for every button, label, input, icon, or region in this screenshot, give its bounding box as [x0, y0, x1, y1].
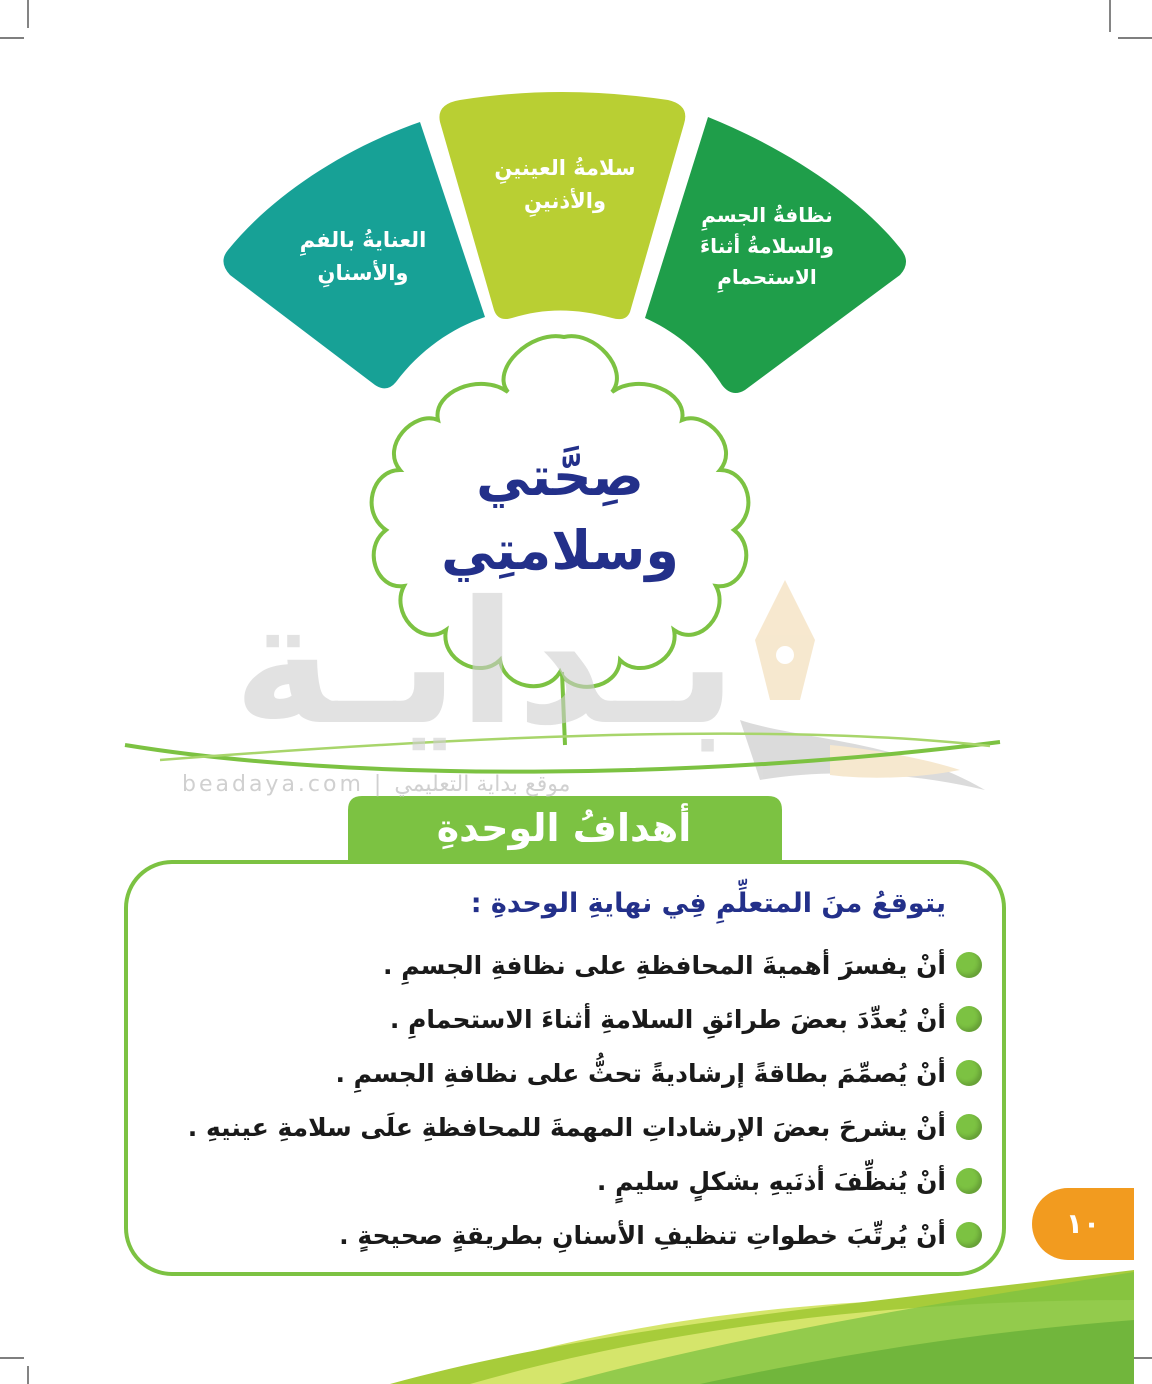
petal-label-line: سلامةُ العينينِ: [494, 156, 636, 180]
objectives-intro: يتوقعُ منَ المتعلِّمِ فِي نهايةِ الوحدةِ :: [470, 888, 946, 919]
petal-label-line: والسلامةُ أثناءَ: [699, 234, 835, 258]
list-item: [162, 1046, 982, 1100]
petal-label-line: نظافةُ الجسمِ: [701, 203, 833, 227]
unit-title-line2: وسلامتِي: [441, 519, 679, 582]
petal-label-line: والأسنانِ: [317, 260, 409, 285]
objective-text: أنْ يُنظِّفَ أذنَيهِ بشكلٍ سليمٍ .: [596, 1166, 946, 1196]
petal-label-eyes: [470, 152, 660, 217]
objectives-title: أهدافُ الوحدةِ: [436, 806, 692, 850]
bullet-icon: [956, 1006, 982, 1032]
petal-label-mouth: [268, 224, 458, 289]
objective-text: أنْ يشرحَ بعضَ الإرشاداتِ المهمةَ للمحافظةِ علَى سلامةِ عينيهِ .: [187, 1112, 946, 1142]
list-item: [162, 1154, 982, 1208]
objective-text: أنْ يفسرَ أهميةَ المحافظةِ على نظافةِ الجسمِ .: [383, 950, 946, 980]
bullet-icon: [956, 1222, 982, 1248]
bottom-decoration: [390, 1270, 1134, 1384]
objective-text: أنْ يُصمِّمَ بطاقةً إرشاديةً تحثُّ على نظافةِ الجسمِ .: [335, 1058, 946, 1088]
objective-text: أنْ يُرتِّبَ خطواتِ تنظيفِ الأسنانِ بطريقةٍ صحيحةٍ .: [339, 1220, 946, 1250]
bullet-icon: [956, 1168, 982, 1194]
bullet-icon: [956, 952, 982, 978]
list-item: [162, 938, 982, 992]
watermark-text: beadaya.com | موقع بداية التعليمي: [182, 772, 571, 797]
list-item: [162, 1100, 982, 1154]
list-item: [162, 1208, 982, 1262]
petal-label-hygiene: [672, 200, 862, 293]
list-item: [162, 992, 982, 1046]
objectives-list: [162, 938, 982, 1262]
page-number: ١٠: [1032, 1188, 1134, 1260]
petal-label-line: الاستحمامِ: [717, 265, 817, 289]
bullet-icon: [956, 1060, 982, 1086]
petal-label-line: العنايةُ بالفمِ: [299, 228, 427, 252]
watermark-brand: بـدايـة: [233, 565, 737, 763]
bullet-icon: [956, 1114, 982, 1140]
petal-label-line: والأذنينِ: [523, 188, 607, 213]
objective-text: أنْ يُعدِّدَ بعضَ طرائقِ السلامةِ أثناءَ الاستحمامِ .: [389, 1004, 946, 1034]
unit-title: [430, 440, 690, 588]
unit-title-line1: صِحَّتي: [476, 445, 644, 508]
